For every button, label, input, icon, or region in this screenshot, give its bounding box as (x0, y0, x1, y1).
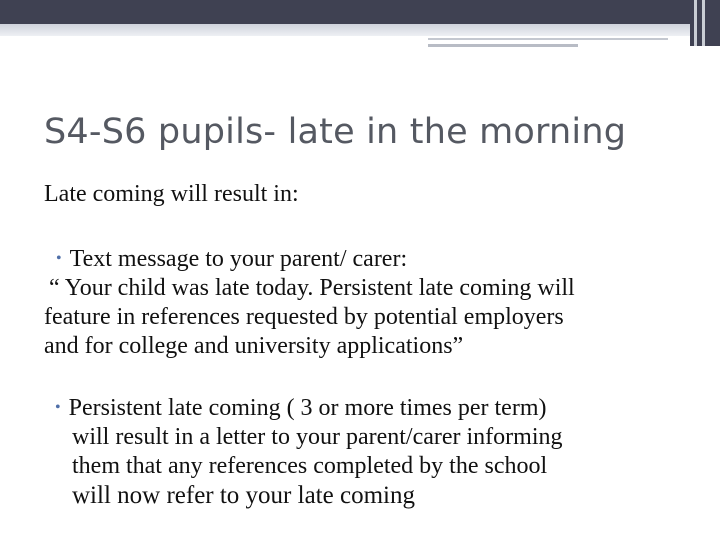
header-stripe (702, 0, 705, 46)
bullet-text: Persistent late coming ( 3 or more times per term) (68, 395, 547, 421)
header-band (0, 0, 720, 24)
quote-line: “ Your child was late today. Persistent late coming will (49, 275, 575, 301)
quote-line: feature in references requested by potential employers (44, 304, 564, 330)
header-stripe (694, 0, 697, 46)
accent-line (428, 44, 578, 47)
quote-line: and for college and university applications” (44, 333, 464, 359)
header-corner-block (690, 0, 720, 46)
bullet-line (44, 244, 684, 274)
bullet-text-message (44, 244, 684, 361)
bullet-dot-icon: • (56, 250, 62, 267)
bullet-dot-icon: • (55, 399, 61, 416)
bullet-text: Text message to your parent/ carer: (69, 246, 408, 272)
bullet-line: will now refer to your late coming (72, 482, 415, 509)
bullet-line (55, 393, 695, 423)
accent-line (428, 38, 668, 40)
bullet-line: will result in a letter to your parent/carer informing (72, 424, 563, 450)
intro-text: Late coming will result in: (44, 181, 299, 207)
bullet-line: them that any references completed by the school (72, 453, 548, 479)
accent-band (0, 24, 690, 36)
bullet-persistent-late (55, 393, 695, 510)
slide-title: S4-S6 pupils- late in the morning (44, 112, 627, 152)
